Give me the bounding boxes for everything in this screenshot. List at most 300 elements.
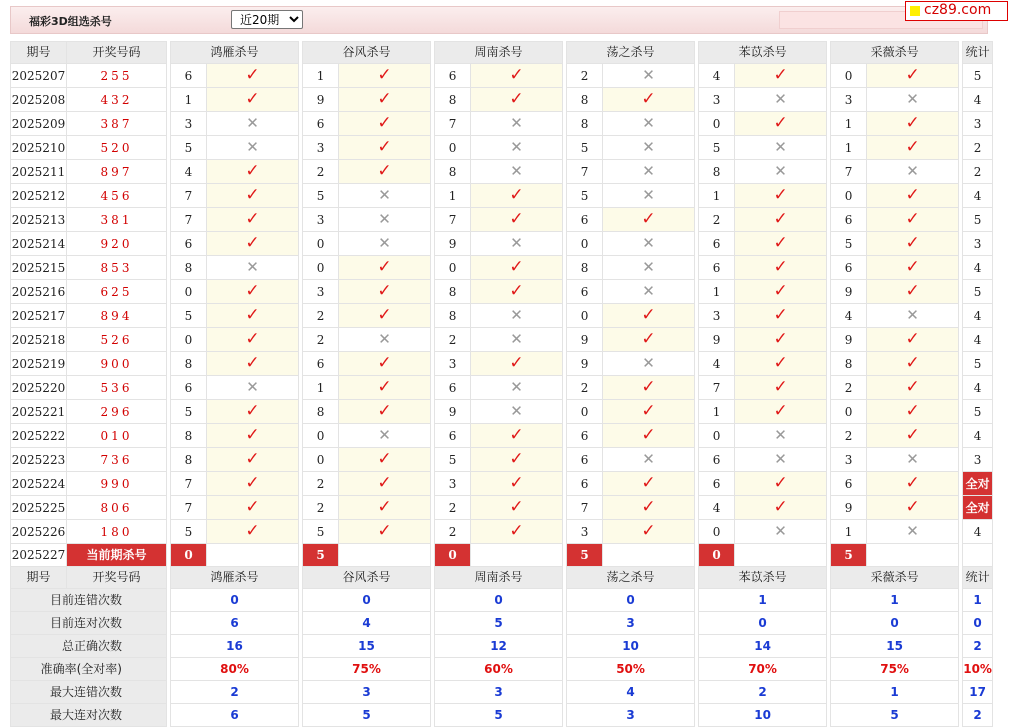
wrong-mark-cell	[867, 448, 959, 472]
check-icon: ✓	[773, 185, 788, 205]
cross-icon: ✕	[378, 426, 391, 444]
summary-stat-value: 0	[963, 612, 993, 635]
check-icon: ✓	[773, 377, 788, 397]
correct-mark-cell	[867, 472, 959, 496]
summary-value: 3	[567, 704, 695, 727]
summary-value: 75%	[831, 658, 959, 681]
check-icon: ✓	[245, 209, 260, 229]
summary-label: 最大连错次数	[11, 681, 167, 704]
winning-number-cell: 900	[67, 352, 167, 376]
empty-cell	[963, 544, 993, 567]
table-row	[11, 328, 993, 352]
summary-row	[11, 589, 993, 612]
current-kill-number: 0	[171, 544, 207, 567]
kill-number-cell: 7	[171, 184, 207, 208]
summary-stat-value: 10%	[963, 658, 993, 681]
summary-value: 75%	[303, 658, 431, 681]
kill-number-cell: 8	[435, 280, 471, 304]
check-icon: ✓	[245, 329, 260, 349]
check-icon: ✓	[905, 473, 920, 493]
cross-icon: ✕	[642, 450, 655, 468]
all-correct-badge: 全对	[963, 496, 993, 520]
wrong-mark-cell	[603, 232, 695, 256]
wrong-mark-cell	[471, 400, 563, 424]
correct-mark-cell	[867, 352, 959, 376]
stat-cell: 4	[963, 256, 993, 280]
kill-number-table	[10, 41, 993, 727]
check-icon: ✓	[509, 185, 524, 205]
correct-mark-cell	[339, 376, 431, 400]
correct-mark-cell	[603, 400, 695, 424]
stats-header: 统计	[963, 42, 993, 64]
kill-number-cell: 9	[567, 328, 603, 352]
check-icon: ✓	[773, 65, 788, 85]
correct-mark-cell	[735, 184, 827, 208]
cross-icon: ✕	[906, 522, 919, 540]
check-icon: ✓	[245, 473, 260, 493]
summary-header-row	[11, 567, 993, 589]
kill-number-cell: 3	[435, 352, 471, 376]
kill-number-cell: 4	[831, 304, 867, 328]
correct-mark-cell	[735, 280, 827, 304]
cross-icon: ✕	[774, 426, 787, 444]
method-header: 周南杀号	[435, 42, 563, 64]
check-icon: ✓	[773, 281, 788, 301]
current-period-row	[11, 544, 993, 567]
check-icon: ✓	[905, 209, 920, 229]
summary-value: 5	[831, 704, 959, 727]
method-header: 苯苡杀号	[699, 567, 827, 589]
summary-row	[11, 612, 993, 635]
kill-number-cell: 0	[699, 424, 735, 448]
summary-value: 14	[699, 635, 827, 658]
summary-value: 0	[567, 589, 695, 612]
check-icon: ✓	[773, 497, 788, 517]
stat-cell: 3	[963, 448, 993, 472]
kill-number-cell: 5	[831, 232, 867, 256]
kill-number-cell: 0	[303, 256, 339, 280]
kill-number-cell: 0	[567, 304, 603, 328]
cross-icon: ✕	[642, 162, 655, 180]
check-icon: ✓	[245, 305, 260, 325]
correct-mark-cell	[603, 520, 695, 544]
correct-mark-cell	[735, 376, 827, 400]
summary-value: 2	[699, 681, 827, 704]
check-icon: ✓	[377, 65, 392, 85]
cross-icon: ✕	[642, 66, 655, 84]
kill-number-cell: 3	[303, 136, 339, 160]
cross-icon: ✕	[642, 354, 655, 372]
kill-number-cell: 0	[699, 520, 735, 544]
check-icon: ✓	[245, 521, 260, 541]
check-icon: ✓	[905, 497, 920, 517]
kill-number-cell: 0	[831, 64, 867, 88]
correct-mark-cell	[207, 352, 299, 376]
kill-number-cell: 0	[171, 328, 207, 352]
table-row	[11, 376, 993, 400]
correct-mark-cell	[735, 304, 827, 328]
kill-number-cell: 4	[699, 352, 735, 376]
correct-mark-cell	[471, 64, 563, 88]
table-row	[11, 136, 993, 160]
correct-mark-cell	[867, 136, 959, 160]
kill-number-cell: 6	[699, 232, 735, 256]
stats-header: 统计	[963, 567, 993, 589]
correct-mark-cell	[867, 112, 959, 136]
summary-value: 1	[699, 589, 827, 612]
kill-number-cell: 2	[435, 328, 471, 352]
cross-icon: ✕	[774, 138, 787, 156]
method-header: 采薇杀号	[831, 42, 959, 64]
correct-mark-cell	[207, 160, 299, 184]
period-cell: 2025209	[11, 112, 67, 136]
period-cell: 2025211	[11, 160, 67, 184]
summary-value: 80%	[171, 658, 299, 681]
correct-mark-cell	[735, 472, 827, 496]
kill-number-cell: 9	[435, 232, 471, 256]
correct-mark-cell	[603, 472, 695, 496]
kill-number-cell: 1	[831, 136, 867, 160]
kill-number-cell: 1	[435, 184, 471, 208]
kill-number-cell: 6	[699, 472, 735, 496]
kill-number-cell: 6	[435, 64, 471, 88]
check-icon: ✓	[641, 521, 656, 541]
summary-value: 4	[567, 681, 695, 704]
table-row	[11, 64, 993, 88]
kill-number-cell: 6	[303, 352, 339, 376]
correct-mark-cell	[207, 88, 299, 112]
logo-text: cz89.com	[924, 2, 992, 18]
table-header-row	[11, 42, 993, 64]
table-row	[11, 280, 993, 304]
check-icon: ✓	[905, 257, 920, 277]
kill-number-cell: 2	[303, 496, 339, 520]
winning-number-cell: 736	[67, 448, 167, 472]
summary-value: 6	[171, 612, 299, 635]
wrong-mark-cell	[471, 328, 563, 352]
kill-number-cell: 4	[699, 64, 735, 88]
check-icon: ✓	[641, 305, 656, 325]
kill-number-cell: 2	[831, 424, 867, 448]
winning-number-cell: 897	[67, 160, 167, 184]
period-cell: 2025213	[11, 208, 67, 232]
stat-cell: 4	[963, 376, 993, 400]
kill-number-cell: 3	[831, 88, 867, 112]
wrong-mark-cell	[603, 136, 695, 160]
winning-number-cell: 920	[67, 232, 167, 256]
correct-mark-cell	[471, 256, 563, 280]
cross-icon: ✕	[510, 114, 523, 132]
check-icon: ✓	[905, 401, 920, 421]
summary-row	[11, 635, 993, 658]
kill-number-cell: 8	[699, 160, 735, 184]
kill-number-cell: 1	[831, 520, 867, 544]
correct-mark-cell	[207, 304, 299, 328]
correct-mark-cell	[735, 64, 827, 88]
kill-number-cell: 0	[303, 232, 339, 256]
method-header: 谷风杀号	[303, 42, 431, 64]
correct-mark-cell	[471, 472, 563, 496]
kill-number-cell: 8	[435, 160, 471, 184]
kill-number-cell: 3	[699, 304, 735, 328]
check-icon: ✓	[377, 137, 392, 157]
kill-number-cell: 5	[435, 448, 471, 472]
cross-icon: ✕	[378, 210, 391, 228]
check-icon: ✓	[773, 305, 788, 325]
table-row	[11, 472, 993, 496]
kill-number-cell: 7	[567, 160, 603, 184]
kill-number-cell: 7	[435, 112, 471, 136]
check-icon: ✓	[773, 113, 788, 133]
kill-number-cell: 7	[171, 208, 207, 232]
kill-number-cell: 0	[699, 112, 735, 136]
summary-value: 5	[435, 704, 563, 727]
wrong-mark-cell	[207, 256, 299, 280]
kill-number-cell: 8	[171, 448, 207, 472]
summary-row	[11, 704, 993, 727]
cross-icon: ✕	[642, 138, 655, 156]
winning-number-cell: 255	[67, 64, 167, 88]
kill-number-cell: 0	[831, 184, 867, 208]
winning-number-cell: 990	[67, 472, 167, 496]
stat-cell: 4	[963, 184, 993, 208]
summary-value: 15	[303, 635, 431, 658]
correct-mark-cell	[867, 64, 959, 88]
current-kill-label: 当前期杀号	[67, 544, 167, 567]
correct-mark-cell	[471, 184, 563, 208]
correct-mark-cell	[867, 400, 959, 424]
winning-header: 开奖号码	[67, 42, 167, 64]
wrong-mark-cell	[471, 160, 563, 184]
check-icon: ✓	[641, 425, 656, 445]
correct-mark-cell	[207, 64, 299, 88]
correct-mark-cell	[207, 280, 299, 304]
cross-icon: ✕	[378, 234, 391, 252]
kill-number-cell: 2	[303, 328, 339, 352]
kill-number-cell: 1	[171, 88, 207, 112]
kill-number-cell: 9	[831, 328, 867, 352]
period-cell: 2025224	[11, 472, 67, 496]
kill-number-cell: 3	[303, 208, 339, 232]
check-icon: ✓	[377, 305, 392, 325]
period-cell: 2025210	[11, 136, 67, 160]
top-bar	[10, 6, 988, 34]
check-icon: ✓	[905, 281, 920, 301]
table-row	[11, 184, 993, 208]
summary-label: 准确率(全对率)	[11, 658, 167, 681]
correct-mark-cell	[735, 352, 827, 376]
check-icon: ✓	[377, 449, 392, 469]
check-icon: ✓	[641, 329, 656, 349]
cross-icon: ✕	[642, 186, 655, 204]
correct-mark-cell	[867, 376, 959, 400]
stat-cell: 4	[963, 424, 993, 448]
summary-value: 6	[171, 704, 299, 727]
table-row	[11, 424, 993, 448]
kill-number-cell: 1	[831, 112, 867, 136]
wrong-mark-cell	[603, 352, 695, 376]
empty-cell	[867, 544, 959, 567]
cross-icon: ✕	[906, 162, 919, 180]
all-correct-badge: 全对	[963, 472, 993, 496]
correct-mark-cell	[339, 520, 431, 544]
current-kill-number: 0	[435, 544, 471, 567]
correct-mark-cell	[867, 256, 959, 280]
correct-mark-cell	[735, 328, 827, 352]
period-range-select[interactable]	[231, 10, 303, 29]
check-icon: ✓	[641, 209, 656, 229]
winning-number-cell: 536	[67, 376, 167, 400]
kill-number-cell: 6	[171, 232, 207, 256]
cross-icon: ✕	[246, 378, 259, 396]
cross-icon: ✕	[906, 450, 919, 468]
summary-value: 16	[171, 635, 299, 658]
check-icon: ✓	[641, 89, 656, 109]
check-icon: ✓	[773, 353, 788, 373]
kill-number-cell: 4	[699, 496, 735, 520]
kill-number-cell: 2	[567, 376, 603, 400]
check-icon: ✓	[509, 449, 524, 469]
kill-number-cell: 8	[435, 88, 471, 112]
kill-number-cell: 1	[303, 376, 339, 400]
kill-number-cell: 0	[303, 448, 339, 472]
correct-mark-cell	[867, 208, 959, 232]
check-icon: ✓	[245, 233, 260, 253]
check-icon: ✓	[509, 257, 524, 277]
kill-number-cell: 2	[435, 496, 471, 520]
kill-number-cell: 8	[567, 88, 603, 112]
check-icon: ✓	[509, 353, 524, 373]
kill-number-cell: 0	[567, 400, 603, 424]
current-kill-number: 5	[567, 544, 603, 567]
kill-number-cell: 2	[435, 520, 471, 544]
check-icon: ✓	[773, 257, 788, 277]
method-header: 苯苡杀号	[699, 42, 827, 64]
summary-stat-value: 1	[963, 589, 993, 612]
correct-mark-cell	[207, 520, 299, 544]
table-row	[11, 400, 993, 424]
kill-number-cell: 3	[699, 88, 735, 112]
cross-icon: ✕	[510, 330, 523, 348]
winning-number-cell: 456	[67, 184, 167, 208]
winning-number-cell: 894	[67, 304, 167, 328]
kill-number-cell: 3	[303, 280, 339, 304]
correct-mark-cell	[339, 448, 431, 472]
correct-mark-cell	[471, 520, 563, 544]
site-logo[interactable]	[905, 1, 1008, 21]
winning-number-cell: 387	[67, 112, 167, 136]
kill-number-cell: 6	[699, 448, 735, 472]
wrong-mark-cell	[603, 184, 695, 208]
check-icon: ✓	[641, 377, 656, 397]
empty-cell	[603, 544, 695, 567]
wrong-mark-cell	[603, 160, 695, 184]
correct-mark-cell	[339, 64, 431, 88]
table-row	[11, 304, 993, 328]
summary-value: 5	[303, 704, 431, 727]
cross-icon: ✕	[510, 402, 523, 420]
correct-mark-cell	[867, 424, 959, 448]
summary-value: 0	[303, 589, 431, 612]
table-row	[11, 352, 993, 376]
correct-mark-cell	[339, 304, 431, 328]
stat-cell: 5	[963, 280, 993, 304]
table-row	[11, 160, 993, 184]
summary-value: 0	[435, 589, 563, 612]
kill-number-cell: 7	[699, 376, 735, 400]
wrong-mark-cell	[867, 160, 959, 184]
period-cell: 2025217	[11, 304, 67, 328]
correct-mark-cell	[735, 232, 827, 256]
period-cell: 2025214	[11, 232, 67, 256]
correct-mark-cell	[603, 376, 695, 400]
period-cell: 2025216	[11, 280, 67, 304]
summary-value: 5	[435, 612, 563, 635]
page-title: 福彩3D组选杀号	[29, 15, 112, 28]
wrong-mark-cell	[471, 232, 563, 256]
cross-icon: ✕	[642, 258, 655, 276]
wrong-mark-cell	[867, 304, 959, 328]
correct-mark-cell	[339, 472, 431, 496]
stat-cell: 5	[963, 64, 993, 88]
kill-number-cell: 6	[831, 208, 867, 232]
summary-label: 目前连对次数	[11, 612, 167, 635]
check-icon: ✓	[377, 401, 392, 421]
kill-number-cell: 5	[171, 304, 207, 328]
stat-cell: 5	[963, 208, 993, 232]
correct-mark-cell	[603, 88, 695, 112]
table-row	[11, 496, 993, 520]
correct-mark-cell	[471, 496, 563, 520]
wrong-mark-cell	[603, 280, 695, 304]
wrong-mark-cell	[867, 88, 959, 112]
kill-number-cell: 8	[567, 256, 603, 280]
winning-header: 开奖号码	[67, 567, 167, 589]
kill-number-cell: 8	[435, 304, 471, 328]
check-icon: ✓	[377, 473, 392, 493]
correct-mark-cell	[603, 496, 695, 520]
check-icon: ✓	[245, 185, 260, 205]
wrong-mark-cell	[207, 376, 299, 400]
stat-cell: 2	[963, 136, 993, 160]
period-cell: 2025219	[11, 352, 67, 376]
check-icon: ✓	[905, 65, 920, 85]
wrong-mark-cell	[735, 520, 827, 544]
correct-mark-cell	[339, 136, 431, 160]
correct-mark-cell	[471, 88, 563, 112]
wrong-mark-cell	[603, 256, 695, 280]
correct-mark-cell	[603, 424, 695, 448]
cross-icon: ✕	[378, 330, 391, 348]
check-icon: ✓	[245, 449, 260, 469]
wrong-mark-cell	[339, 232, 431, 256]
stat-cell: 4	[963, 88, 993, 112]
kill-number-cell: 2	[567, 64, 603, 88]
winning-number-cell: 432	[67, 88, 167, 112]
correct-mark-cell	[339, 280, 431, 304]
summary-stat-value: 2	[963, 704, 993, 727]
kill-number-cell: 0	[435, 256, 471, 280]
method-header: 周南杀号	[435, 567, 563, 589]
summary-row	[11, 681, 993, 704]
period-header: 期号	[11, 567, 67, 589]
correct-mark-cell	[471, 280, 563, 304]
summary-value: 0	[831, 612, 959, 635]
method-header: 荡之杀号	[567, 567, 695, 589]
period-cell: 2025218	[11, 328, 67, 352]
correct-mark-cell	[207, 232, 299, 256]
summary-value: 0	[699, 612, 827, 635]
